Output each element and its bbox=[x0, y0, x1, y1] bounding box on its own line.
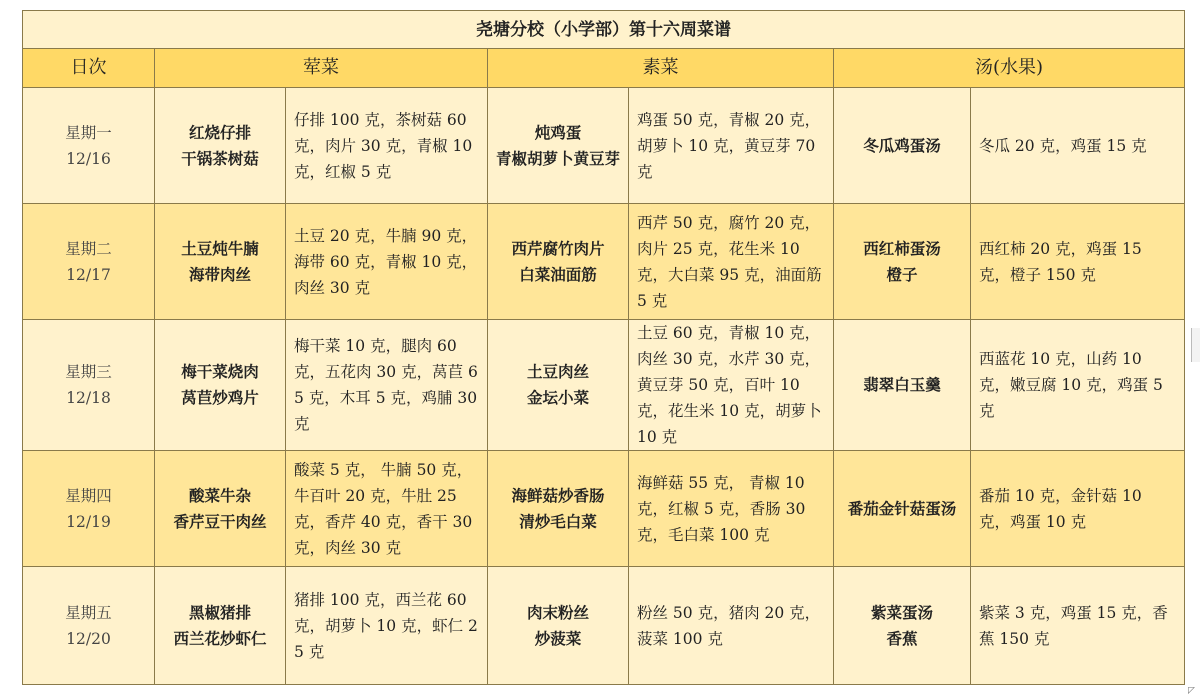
soup-dish-cell bbox=[834, 567, 971, 685]
meat-dish-cell bbox=[155, 567, 286, 685]
veg-dish: 金坛小菜 bbox=[526, 388, 589, 407]
title-row bbox=[23, 11, 1185, 49]
day-cell bbox=[23, 320, 155, 451]
menu-document bbox=[22, 10, 1184, 690]
date: 12/17 bbox=[66, 265, 111, 284]
meat-ingredients: 土豆 20 克，牛腩 90 克，海带 60 克，青椒 10 克，肉丝 30 克 bbox=[286, 204, 488, 320]
date: 12/20 bbox=[66, 629, 111, 648]
meat-dish: 酸菜牛杂 bbox=[188, 485, 251, 505]
menu-title: 尧塘分校（小学部）第十六周菜谱 bbox=[23, 11, 1185, 49]
veg-dish-cell bbox=[488, 567, 629, 685]
soup-ingredients: 番茄 10 克，金针菇 10 克，鸡蛋 10 克 bbox=[971, 451, 1185, 567]
soup-dish: 翡翠白玉羹 bbox=[863, 375, 941, 394]
header-soup: 汤(水果) bbox=[834, 49, 1185, 88]
soup-dish-cell bbox=[834, 451, 971, 567]
veg-dish-cell bbox=[488, 88, 629, 204]
table-row-tuesday bbox=[23, 204, 1185, 320]
veg-dish-cell bbox=[488, 451, 629, 567]
edge-tab bbox=[1191, 328, 1200, 362]
veg-ingredients: 粉丝 50 克，猪肉 20 克，菠菜 100 克 bbox=[629, 567, 834, 685]
header-veg: 素菜 bbox=[488, 49, 834, 88]
soup-dish-cell bbox=[834, 320, 971, 451]
meat-dish: 黑椒猪排 bbox=[188, 602, 251, 622]
meat-dish: 西兰花炒虾仁 bbox=[173, 628, 267, 648]
date: 12/18 bbox=[66, 389, 111, 407]
table-row-friday bbox=[23, 567, 1185, 685]
soup-dish: 橙子 bbox=[886, 264, 918, 284]
header-meat: 荤菜 bbox=[155, 49, 488, 88]
meat-dish-cell bbox=[155, 204, 286, 320]
weekday: 星期二 bbox=[65, 239, 112, 258]
meat-dish: 莴苣炒鸡片 bbox=[181, 388, 259, 407]
meat-ingredients: 梅干菜 10 克，腿肉 60 克，五花肉 30 克，莴苣 65 克，木耳 5 克，鸡脯 30 克 bbox=[286, 320, 488, 451]
soup-ingredients: 西蓝花 10 克，山药 10 克，嫩豆腐 10 克，鸡蛋 5 克 bbox=[971, 320, 1185, 451]
header-day: 日次 bbox=[23, 49, 155, 88]
weekday: 星期四 bbox=[65, 486, 112, 505]
day-cell bbox=[23, 567, 155, 685]
meat-dish: 红烧仔排 bbox=[188, 122, 251, 142]
weekday: 星期一 bbox=[65, 123, 112, 142]
table-row-monday bbox=[23, 88, 1185, 204]
meat-dish: 干锅茶树菇 bbox=[181, 148, 259, 168]
veg-dish: 炒菠菜 bbox=[534, 628, 582, 648]
soup-dish: 香蕉 bbox=[886, 628, 918, 648]
header-row bbox=[23, 49, 1185, 88]
soup-dish: 紫菜蛋汤 bbox=[870, 602, 933, 622]
soup-dish-cell bbox=[834, 204, 971, 320]
meat-dish-cell bbox=[155, 320, 286, 451]
veg-ingredients: 西芹 50 克，腐竹 20 克，肉片 25 克，花生米 10 克，大白菜 95 克，油面筋 5 克 bbox=[629, 204, 834, 320]
veg-dish: 炖鸡蛋 bbox=[534, 122, 582, 142]
veg-dish: 土豆肉丝 bbox=[526, 362, 589, 381]
soup-ingredients: 西红柿 20 克，鸡蛋 15 克，橙子 150 克 bbox=[971, 204, 1185, 320]
meat-dish-cell bbox=[155, 451, 286, 567]
meat-dish: 香芹豆干肉丝 bbox=[173, 511, 267, 531]
table-row-wednesday bbox=[23, 320, 1185, 451]
date: 12/16 bbox=[66, 149, 111, 168]
meat-dish: 海带肉丝 bbox=[188, 264, 251, 284]
meat-dish: 土豆炖牛腩 bbox=[181, 238, 259, 258]
resize-corner-icon: ◸ bbox=[1188, 686, 1195, 696]
meat-dish: 梅干菜烧肉 bbox=[181, 362, 259, 381]
date: 12/19 bbox=[66, 512, 111, 531]
veg-ingredients: 鸡蛋 50 克，青椒 20 克，胡萝卜 10 克，黄豆芽 70 克 bbox=[629, 88, 834, 204]
meat-ingredients: 仔排 100 克，茶树菇 60 克，肉片 30 克，青椒 10 克，红椒 5 克 bbox=[286, 88, 488, 204]
meat-ingredients: 猪排 100 克，西兰花 60 克，胡萝卜 10 克，虾仁 25 克 bbox=[286, 567, 488, 685]
soup-dish-cell bbox=[834, 88, 971, 204]
meat-dish-cell bbox=[155, 88, 286, 204]
table-row-thursday bbox=[23, 451, 1185, 567]
veg-ingredients: 土豆 60 克，青椒 10 克，肉丝 30 克，水芹 30 克，黄豆芽 50 克，百叶 10 克，花生米 10 克，胡萝卜 10 克 bbox=[629, 320, 834, 451]
veg-dish: 白菜油面筋 bbox=[519, 264, 597, 284]
veg-dish: 青椒胡萝卜黄豆芽 bbox=[496, 148, 621, 168]
veg-dish: 西芹腐竹肉片 bbox=[511, 238, 605, 258]
soup-dish: 西红柿蛋汤 bbox=[863, 238, 941, 258]
weekday: 星期五 bbox=[65, 603, 112, 622]
soup-ingredients: 冬瓜 20 克，鸡蛋 15 克 bbox=[971, 88, 1185, 204]
veg-dish: 清炒毛白菜 bbox=[519, 511, 597, 531]
veg-dish-cell bbox=[488, 204, 629, 320]
soup-dish: 冬瓜鸡蛋汤 bbox=[863, 135, 941, 155]
veg-ingredients: 海鲜菇 55 克， 青椒 10 克，红椒 5 克，香肠 30 克，毛白菜 100 克 bbox=[629, 451, 834, 567]
day-cell bbox=[23, 451, 155, 567]
day-cell bbox=[23, 204, 155, 320]
weekday: 星期三 bbox=[65, 363, 112, 381]
meat-ingredients: 酸菜 5 克， 牛腩 50 克，牛百叶 20 克，牛肚 25 克，香芹 40 克，香干 30 克，肉丝 30 克 bbox=[286, 451, 488, 567]
veg-dish: 海鲜菇炒香肠 bbox=[511, 485, 605, 505]
veg-dish-cell bbox=[488, 320, 629, 451]
day-cell bbox=[23, 88, 155, 204]
soup-dish: 番茄金针菇蛋汤 bbox=[847, 498, 957, 518]
soup-ingredients: 紫菜 3 克，鸡蛋 15 克，香蕉 150 克 bbox=[971, 567, 1185, 685]
veg-dish: 肉末粉丝 bbox=[526, 602, 589, 622]
weekly-menu-table bbox=[22, 10, 1185, 685]
